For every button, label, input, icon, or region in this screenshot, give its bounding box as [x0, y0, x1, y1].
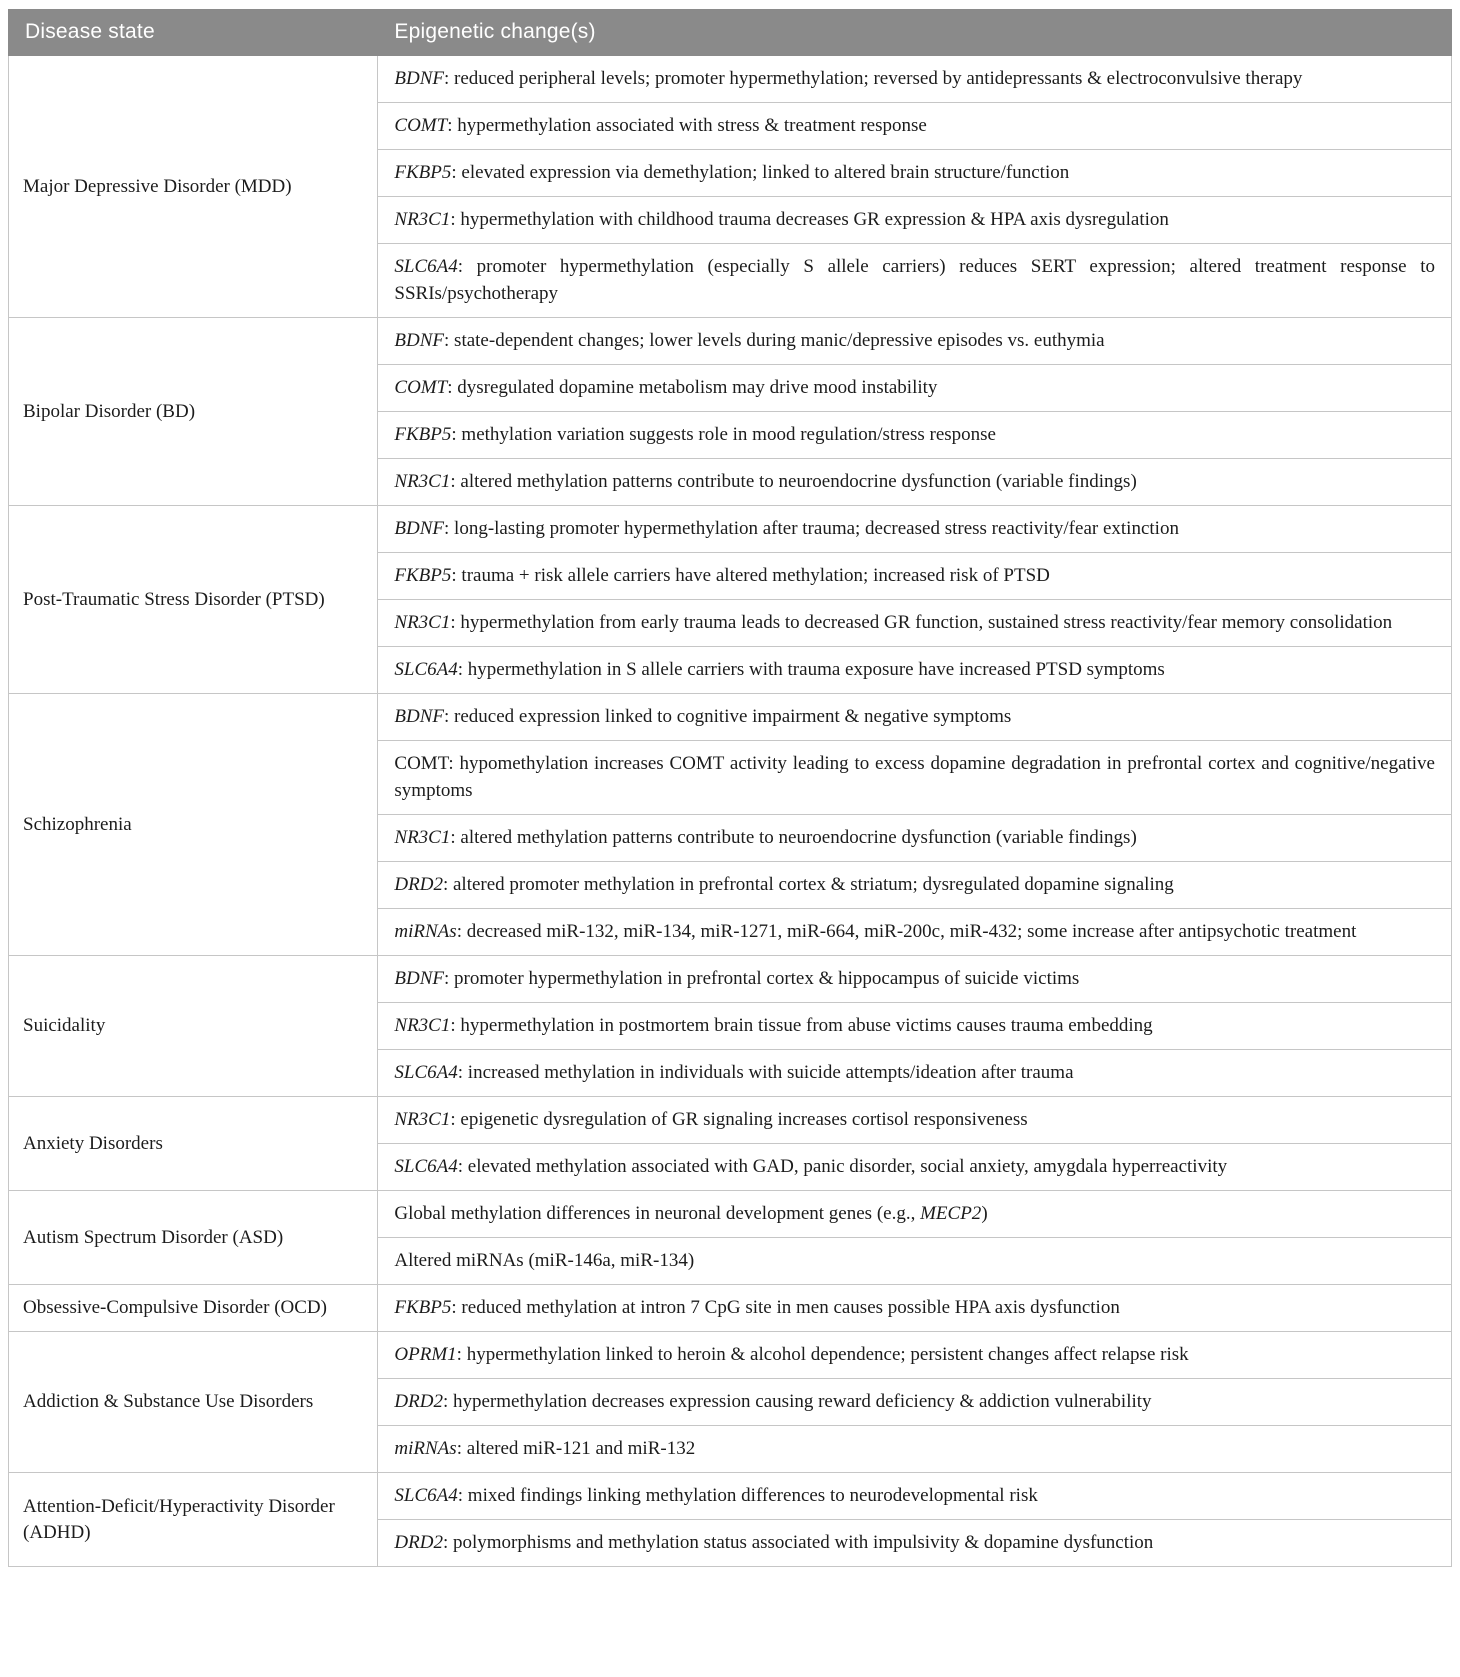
change-text: : altered promoter methylation in prefrontal cortex & striatum; dysregulated dopamine signaling — [442, 874, 1174, 895]
change-text: : long-lasting promoter hypermethylation after trauma; decreased stress reactivity/fear extinction — [444, 518, 1179, 539]
change-cell — [378, 1238, 1452, 1285]
change-cell — [378, 956, 1452, 1003]
change-cell — [378, 1144, 1452, 1191]
change-cell — [378, 1520, 1452, 1567]
gene-name: SLC6A4 — [394, 1062, 458, 1083]
change-cell — [378, 741, 1452, 815]
change-cell — [378, 365, 1452, 412]
gene-name: FKBP5 — [394, 1297, 452, 1318]
change-text: Altered miRNAs (miR-146a, miR-134) — [394, 1250, 695, 1271]
gene-name: FKBP5 — [394, 565, 452, 586]
gene-name: NR3C1 — [394, 612, 451, 633]
change-text: : reduced peripheral levels; promoter hypermethylation; reversed by antidepressants & electroconvulsive therapy — [444, 68, 1303, 89]
gene-name: COMT — [394, 115, 448, 136]
change-cell — [378, 506, 1452, 553]
change-text: : altered miR-121 and miR-132 — [456, 1438, 696, 1459]
change-text: : mixed findings linking methylation differences to neurodevelopmental risk — [457, 1485, 1038, 1506]
gene-name: NR3C1 — [394, 1109, 451, 1130]
change-text: : reduced methylation at intron 7 CpG site in men causes possible HPA axis dysfunction — [451, 1297, 1120, 1318]
change-cell — [378, 56, 1452, 103]
disease-cell: Major Depressive Disorder (MDD) — [9, 56, 378, 318]
header-row — [9, 10, 1452, 56]
change-text: : dysregulated dopamine metabolism may drive mood instability — [447, 377, 938, 398]
change-cell — [378, 150, 1452, 197]
change-text: : promoter hypermethylation (especially S allele carriers) reduces SERT expression; altered treatment response to SSRIs/psychotherapy — [394, 256, 1435, 304]
disease-cell: Anxiety Disorders — [9, 1097, 378, 1191]
disease-cell: Autism Spectrum Disorder (ASD) — [9, 1191, 378, 1285]
change-text: : elevated expression via demethylation; linked to altered brain structure/function — [451, 162, 1070, 183]
change-text: : methylation variation suggests role in mood regulation/stress response — [451, 424, 996, 445]
change-cell — [378, 1473, 1452, 1520]
gene-name: SLC6A4 — [394, 1485, 458, 1506]
table-row — [9, 1285, 1452, 1332]
gene-name: SLC6A4 — [394, 1156, 458, 1177]
change-cell — [378, 1379, 1452, 1426]
change-text: : epigenetic dysregulation of GR signaling increases cortisol responsiveness — [450, 1109, 1028, 1130]
gene-name: BDNF — [394, 330, 445, 351]
change-cell — [378, 244, 1452, 318]
change-cell — [378, 197, 1452, 244]
change-text: : state-dependent changes; lower levels during manic/depressive episodes vs. euthymia — [444, 330, 1105, 351]
gene-name: SLC6A4 — [394, 659, 458, 680]
gene-name: BDNF — [394, 968, 445, 989]
disease-cell: Addiction & Substance Use Disorders — [9, 1332, 378, 1473]
change-cell — [378, 553, 1452, 600]
change-cell — [378, 1426, 1452, 1473]
change-cell — [378, 1191, 1452, 1238]
change-text: : polymorphisms and methylation status associated with impulsivity & dopamine dysfunction — [442, 1532, 1154, 1553]
change-text: : hypermethylation with childhood trauma decreases GR expression & HPA axis dysregulation — [450, 209, 1169, 230]
change-text: : elevated methylation associated with GAD, panic disorder, social anxiety, amygdala hyperreactivity — [457, 1156, 1228, 1177]
disease-cell: Post-Traumatic Stress Disorder (PTSD) — [9, 506, 378, 694]
disease-cell: Bipolar Disorder (BD) — [9, 318, 378, 506]
table-row — [9, 1332, 1452, 1379]
change-text: : trauma + risk allele carriers have altered methylation; increased risk of PTSD — [451, 565, 1050, 586]
change-cell — [378, 647, 1452, 694]
table-row — [9, 1097, 1452, 1144]
change-cell — [378, 103, 1452, 150]
change-text: : decreased miR-132, miR-134, miR-1271, miR-664, miR-200c, miR-432; some increase after antipsychotic treatment — [456, 921, 1357, 942]
table-row — [9, 694, 1452, 741]
table-row — [9, 56, 1452, 103]
change-cell — [378, 1003, 1452, 1050]
change-cell — [378, 318, 1452, 365]
change-text: : increased methylation in individuals with suicide attempts/ideation after trauma — [457, 1062, 1074, 1083]
change-cell — [378, 909, 1452, 956]
gene-name: SLC6A4 — [394, 256, 458, 277]
change-text: : hypermethylation linked to heroin & alcohol dependence; persistent changes affect relapse risk — [456, 1344, 1189, 1365]
gene-name: DRD2 — [394, 1391, 443, 1412]
gene-name: OPRM1 — [394, 1344, 457, 1365]
gene-name: FKBP5 — [394, 424, 452, 445]
table-row — [9, 956, 1452, 1003]
change-text: : hypermethylation decreases expression causing reward deficiency & addiction vulnerability — [442, 1391, 1152, 1412]
table-row — [9, 1473, 1452, 1520]
change-cell — [378, 600, 1452, 647]
column-header-disease-state: Disease state — [9, 10, 378, 56]
gene-name: miRNAs — [394, 921, 457, 942]
gene-name: COMT — [394, 377, 448, 398]
gene-name: NR3C1 — [394, 209, 451, 230]
table-row — [9, 506, 1452, 553]
change-text: ) — [981, 1203, 988, 1224]
change-cell — [378, 815, 1452, 862]
change-text: : altered methylation patterns contribute to neuroendocrine dysfunction (variable findings) — [450, 471, 1137, 492]
change-text: COMT: hypomethylation increases COMT activity leading to excess dopamine degradation in prefrontal cortex and cognitive/negative symptoms — [394, 753, 1435, 801]
table-row — [9, 318, 1452, 365]
table-body — [9, 56, 1452, 1567]
change-cell — [378, 1050, 1452, 1097]
gene-name: DRD2 — [394, 1532, 443, 1553]
disease-cell: Obsessive-Compulsive Disorder (OCD) — [9, 1285, 378, 1332]
change-text: : hypermethylation associated with stress & treatment response — [447, 115, 927, 136]
change-text: : reduced expression linked to cognitive impairment & negative symptoms — [444, 706, 1012, 727]
gene-name: FKBP5 — [394, 162, 452, 183]
change-cell — [378, 1285, 1452, 1332]
gene-name: NR3C1 — [394, 827, 451, 848]
change-text: : altered methylation patterns contribute to neuroendocrine dysfunction (variable findings) — [450, 827, 1137, 848]
column-header-epigenetic-changes: Epigenetic change(s) — [378, 10, 1452, 56]
change-text: Global methylation differences in neuronal development genes (e.g., — [394, 1203, 921, 1224]
gene-name: BDNF — [394, 68, 445, 89]
gene-name: MECP2 — [920, 1203, 982, 1224]
change-cell — [378, 412, 1452, 459]
table-row — [9, 1191, 1452, 1238]
change-text: : promoter hypermethylation in prefrontal cortex & hippocampus of suicide victims — [444, 968, 1080, 989]
disease-cell: Attention-Deficit/Hyperactivity Disorder (ADHD) — [9, 1473, 378, 1567]
change-cell — [378, 862, 1452, 909]
gene-name: DRD2 — [394, 874, 443, 895]
gene-name: BDNF — [394, 518, 445, 539]
change-cell — [378, 694, 1452, 741]
gene-name: NR3C1 — [394, 1015, 451, 1036]
gene-name: miRNAs — [394, 1438, 457, 1459]
change-cell — [378, 1332, 1452, 1379]
gene-name: BDNF — [394, 706, 445, 727]
change-text: : hypermethylation in S allele carriers with trauma exposure have increased PTSD symptoms — [457, 659, 1165, 680]
change-text: : hypermethylation in postmortem brain tissue from abuse victims causes trauma embedding — [450, 1015, 1153, 1036]
change-cell — [378, 1097, 1452, 1144]
disease-cell: Suicidality — [9, 956, 378, 1097]
change-text: : hypermethylation from early trauma leads to decreased GR function, sustained stress reactivity/fear memory consolidation — [450, 612, 1393, 633]
change-cell — [378, 459, 1452, 506]
table-header — [9, 10, 1452, 56]
gene-name: NR3C1 — [394, 471, 451, 492]
epigenetics-table — [8, 9, 1452, 1567]
disease-cell: Schizophrenia — [9, 694, 378, 956]
